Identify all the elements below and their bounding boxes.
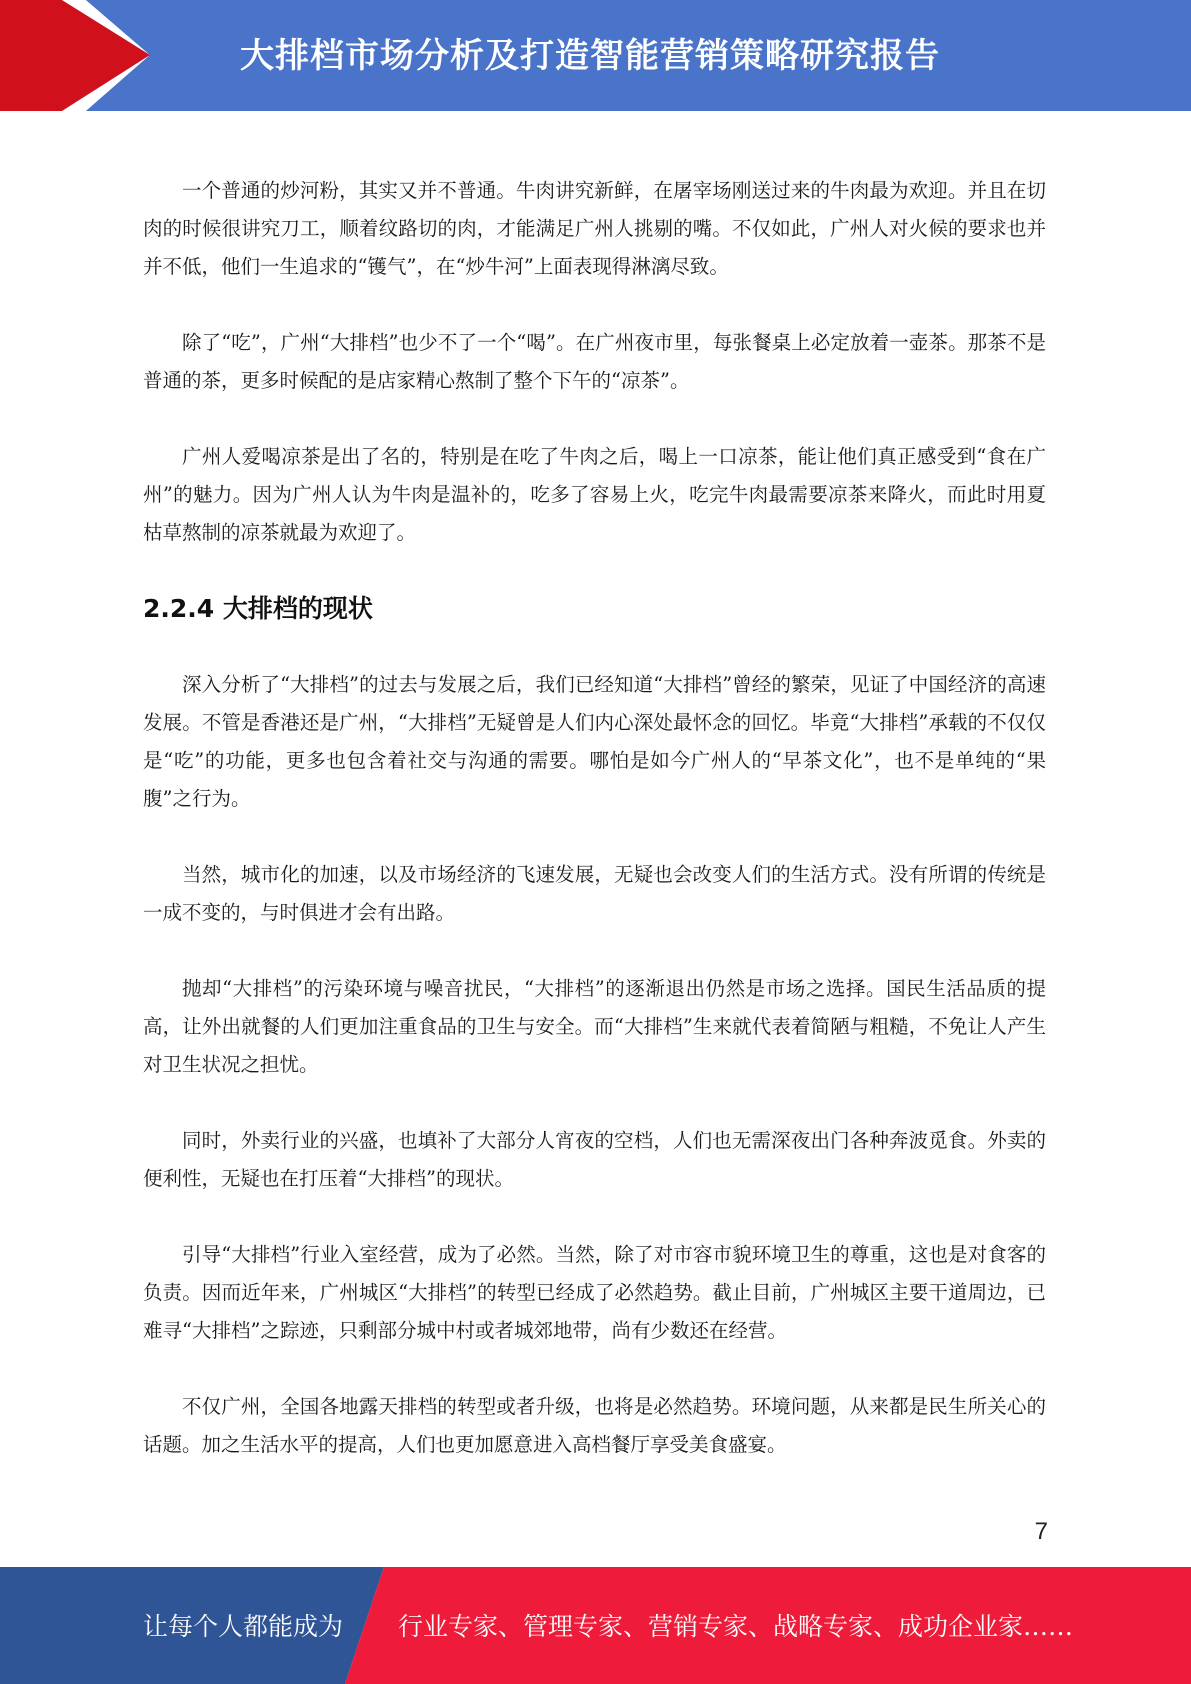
page-number: 7 bbox=[1034, 1518, 1048, 1545]
paragraph: 引导“大排档”行业入室经营，成为了必然。当然，除了对市容市貌环境卫生的尊重，这也是对食客的负责。因而近年来，广州城区“大排档”的转型已经成了必然趋势。截止目前，广州城区主要干道周边，已难寻“大排档”之踪迹，只剩部分城中村或者城郊地带，尚有少数还在经营。 bbox=[143, 1243, 1046, 1342]
paragraph: 广州人爱喝凉茶是出了名的，特别是在吃了牛肉之后，喝上一口凉茶，能让他们真正感受到“食在广州”的魅力。因为广州人认为牛肉是温补的，吃多了容易上火，吃完牛肉最需要凉茶来降火，而此时用夏枯草熬制的凉茶就最为欢迎了。 bbox=[143, 445, 1046, 544]
paragraph: 一个普通的炒河粉，其实又并不普通。牛肉讲究新鲜，在屠宰场刚送过来的牛肉最为欢迎。并且在切肉的时候很讲究刀工，顺着纹路切的肉，才能满足广州人挑剔的嘴。不仅如此，广州人对火候的要求也并并不低，他们一生追求的“镬气”，在“炒牛河”上面表现得淋漓尽致。 bbox=[143, 179, 1046, 278]
footer-band bbox=[0, 1567, 1191, 1684]
section-heading: 2.2.4 大排档的现状 bbox=[143, 594, 373, 623]
page-body bbox=[143, 172, 1046, 1502]
header-band bbox=[0, 0, 1191, 111]
footer-slogan-right: 行业专家、管理专家、营销专家、战略专家、成功企业家…… bbox=[398, 1612, 1074, 1641]
footer-slogan-left: 让每个人都能成为 bbox=[143, 1612, 344, 1641]
paragraph: 除了“吃”，广州“大排档”也少不了一个“喝”。在广州夜市里，每张餐桌上必定放着一壶茶。那茶不是普通的茶，更多时候配的是店家精心熬制了整个下午的“凉茶”。 bbox=[143, 331, 1046, 392]
paragraph: 深入分析了“大排档”的过去与发展之后，我们已经知道“大排档”曾经的繁荣，见证了中国经济的高速发展。不管是香港还是广州，“大排档”无疑曾是人们内心深处最怀念的回忆。毕竟“大排档”承载的不仅仅是“吃”的功能，更多也包含着社交与沟通的需要。哪怕是如今广州人的“早茶文化”，也不是单纯的“果腹”之行为。 bbox=[143, 673, 1046, 810]
document-title: 大排档市场分析及打造智能营销策略研究报告 bbox=[240, 36, 940, 76]
paragraph: 同时，外卖行业的兴盛，也填补了大部分人宵夜的空档，人们也无需深夜出门各种奔波觅食。外卖的便利性，无疑也在打压着“大排档”的现状。 bbox=[143, 1129, 1046, 1190]
paragraph: 抛却“大排档”的污染环境与噪音扰民，“大排档”的逐渐退出仍然是市场之选择。国民生活品质的提高，让外出就餐的人们更加注重食品的卫生与安全。而“大排档”生来就代表着简陋与粗糙，不免让人产生对卫生状况之担忧。 bbox=[143, 977, 1046, 1076]
paragraph: 不仅广州，全国各地露天排档的转型或者升级，也将是必然趋势。环境问题，从来都是民生所关心的话题。加之生活水平的提高，人们也更加愿意进入高档餐厅享受美食盛宴。 bbox=[143, 1395, 1046, 1456]
paragraph: 当然，城市化的加速，以及市场经济的飞速发展，无疑也会改变人们的生活方式。没有所谓的传统是一成不变的，与时俱进才会有出路。 bbox=[143, 863, 1046, 924]
